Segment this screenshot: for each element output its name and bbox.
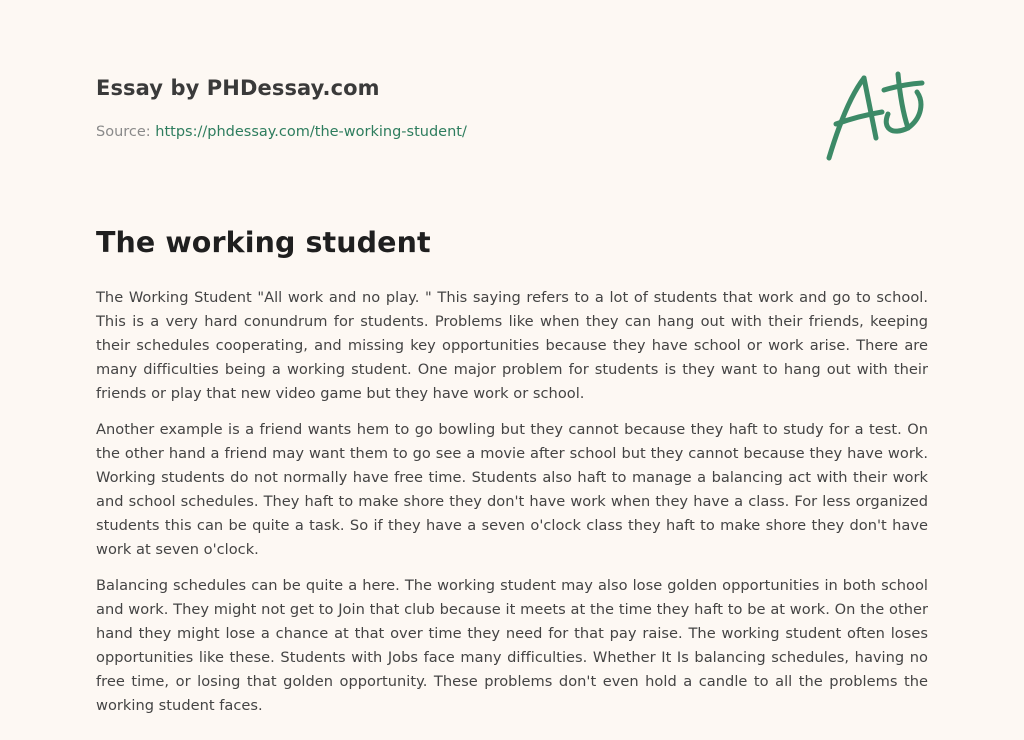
essay-body	[96, 286, 928, 730]
page-header	[96, 76, 936, 140]
a-plus-logo-icon	[822, 66, 926, 164]
essay-paragraph: The Working Student "All work and no play. " This saying refers to a lot of students that work and go to school. This is a very hard conundrum for students. Problems like when they can hang out with their friends, keeping their schedules cooperating, and missing key opportunities because they have school or work arise. There are many difficulties being a working student. One major problem for students is they want to hang out with their friends or play that new video game but they have work or school.	[96, 289, 928, 402]
source-link[interactable]: https://phdessay.com/the-working-student/	[155, 124, 467, 140]
site-title: Essay by PHDessay.com	[96, 76, 380, 100]
essay-paragraph: Another example is a friend wants hem to go bowling but they cannot because they haft to study for a test. On the other hand a friend may want them to go see a movie after school but they cannot because they have work. Working students do not normally have free time. Students also haft to manage a balancing act with their work and school schedules. They haft to make shore they don't have work when they have a class. For less organized students this can be quite a task. So if they have a seven o'clock class they haft to make shore they don't have work at seven o'clock.	[96, 421, 928, 558]
source-line	[96, 124, 467, 140]
source-label: Source:	[96, 124, 151, 140]
essay-paragraph: Balancing schedules can be quite a here. The working student may also lose golden opportunities in both school and work. They might not get to Join that club because it meets at the time they haft to be at work. On the other hand they might lose a chance at that over time they need for that pay raise. The working student often loses opportunities like these. Students with Jobs face many difficulties. Whether It Is balancing schedules, having no free time, or losing that golden opportunity. These problems don't even hold a candle to all the problems the working student faces.	[96, 577, 928, 714]
essay-title: The working student	[96, 226, 431, 259]
